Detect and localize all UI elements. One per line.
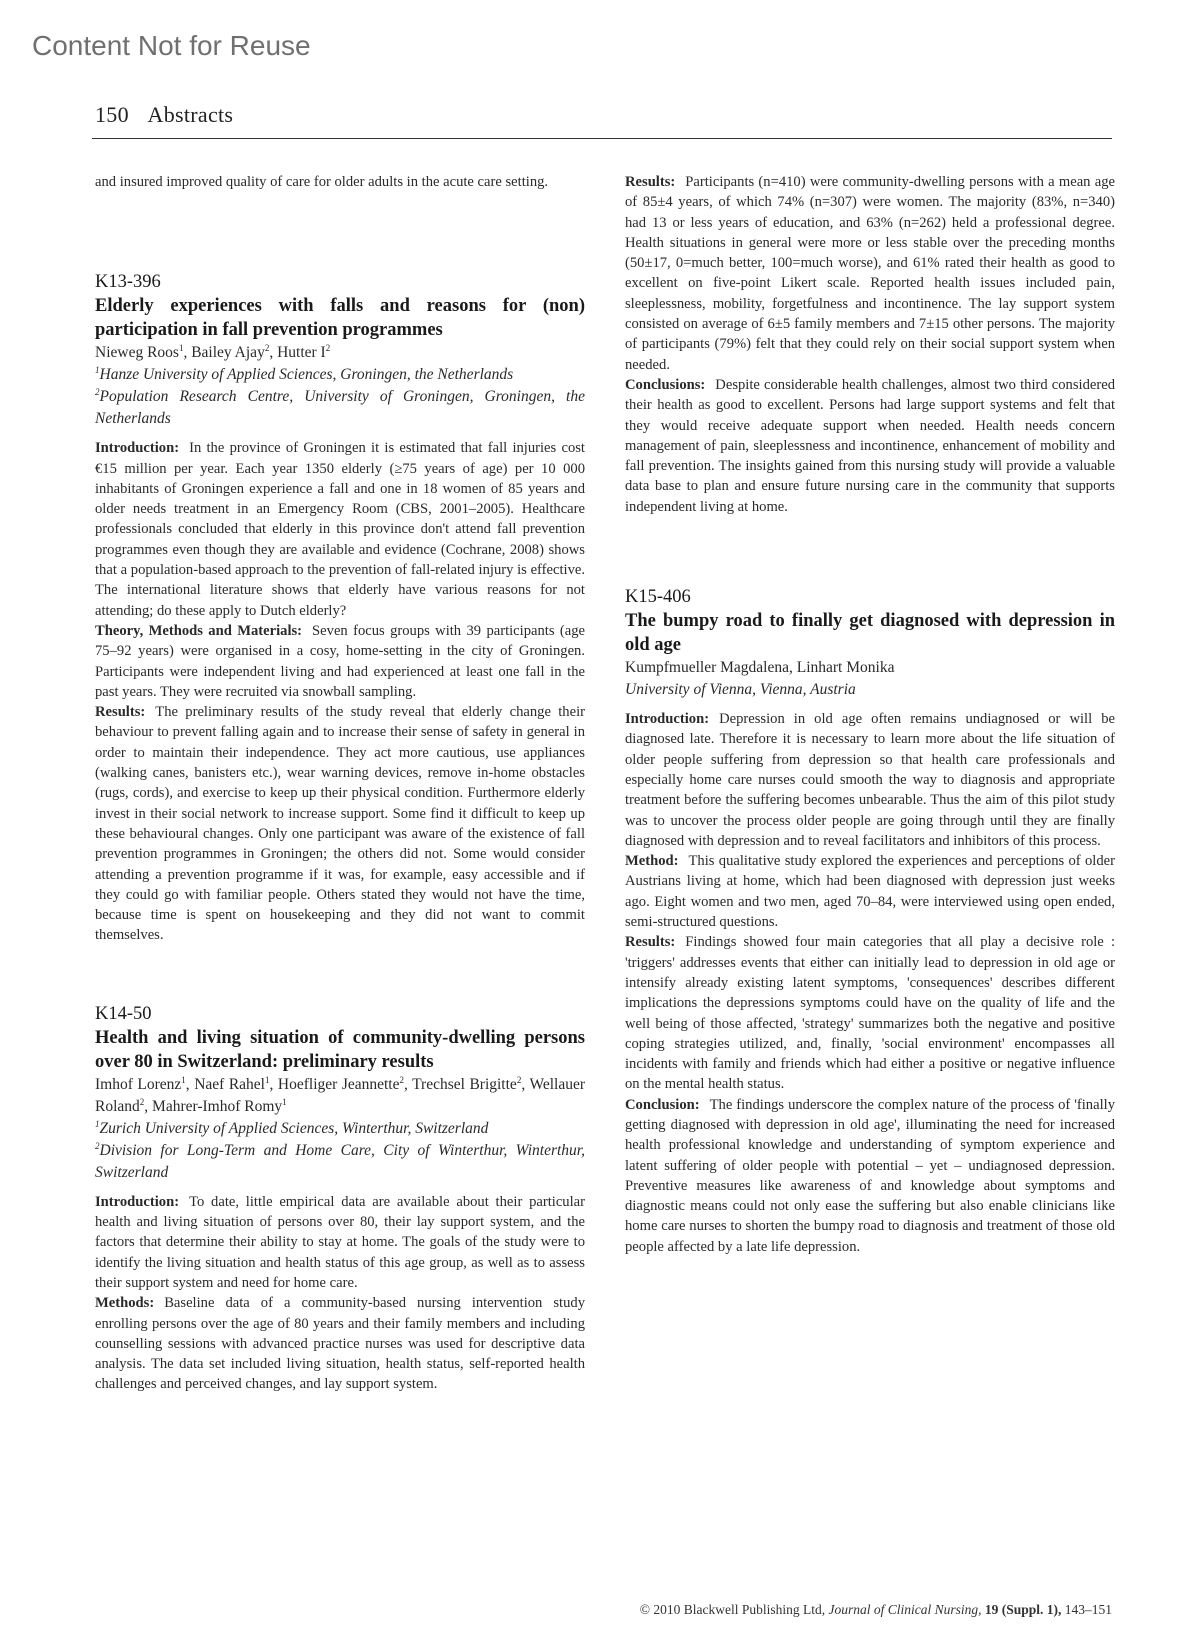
abstract-section <box>625 375 1115 517</box>
affiliation-text: Division for Long-Term and Home Care, City of Winterthur, Winterthur, Switzerland <box>95 1141 585 1181</box>
author-affiliation-mark: 2 <box>139 1096 145 1107</box>
section-label: Conclusions: <box>625 376 706 393</box>
author-list: Nieweg Roos$^1$, Bailey Ajay$^2$, Hutter $I^2$ <box>95 343 331 362</box>
section-text: Seven focus groups with 39 participants (age 75–92 years) were organised in a cosy, home-setting in the city of Groningen. Participants were independent living and had experienced at least one fall in the past years. They were recruited via snowball sampling. <box>95 622 586 700</box>
section-text: The findings underscore the complex nature of the process of 'finally getting diagnosed with depression in old age', illuminating the need for increased health professional knowledge and understanding of symptom experience and latent suffering of older people with potential – yet – undiagnosed depression. Preventive measures like awareness of and knowledge about symptoms and diagnostic means could not only ease the suffering but also enable clinicians like home care nurses to shorten the bumpy road to diagnosis and treatment of those old people affected by a late life depression. <box>625 1096 1115 1255</box>
right-column <box>625 172 1115 1257</box>
abstract-section <box>95 621 585 702</box>
author-name: Mahrer-Imhof Romy <box>152 1097 283 1115</box>
author-affiliation-mark: 1 <box>282 1096 287 1107</box>
affiliation-mark: 2 <box>95 387 100 398</box>
abstract-title: The bumpy road to finally get diagnosed with depression in old age <box>625 611 1115 656</box>
section-text: This qualitative study explored the experiences and perceptions of older Austrians living at home, which had been diagnosed with depression just weeks ago. Eight women and two men, aged 70–84, were interviewed using open ended, semi-structured questions. <box>625 853 1115 931</box>
affiliation: University of Vienna, Vienna, Austria <box>625 681 856 699</box>
author-list: Kumpfmueller Magdalena, Linhart Monika <box>625 659 895 677</box>
abstract-section <box>95 1192 585 1293</box>
abstract-section <box>625 932 1115 1094</box>
section-label: Results: <box>625 934 676 951</box>
author-affiliation-mark: 2 <box>516 1074 522 1085</box>
affiliation <box>95 386 585 430</box>
section-label: Results: <box>625 174 676 190</box>
left-column <box>95 172 585 1395</box>
affiliation-text: Population Research Centre, University of Groningen, Groningen, the Netherlands <box>95 388 585 428</box>
author-name: Nieweg Roos <box>95 344 179 362</box>
abstract-id: K13-396 <box>95 272 161 293</box>
author-name: Bailey Ajay <box>191 344 265 362</box>
affiliation-mark: 1 <box>95 365 100 376</box>
author-name: Hutter I <box>277 344 326 362</box>
section-label: Theory, Methods and Materials: <box>95 622 303 639</box>
author-list: Imhof Lorenz$^1$, Naef Rahel$^1$, Hoefliger Jeannette$^2$, Trechsel Brigitte$^2$, Wellauer Roland$^2$, Mahrer-Imhof Romy$^1$ <box>95 1074 585 1115</box>
abstract-section <box>625 851 1115 932</box>
author-name: Hoefliger Jeannette <box>277 1075 400 1093</box>
affiliation-mark: 1 <box>95 1118 100 1129</box>
section-text: Findings showed four main categories that all play a decisive role : 'triggers' addresses events that either can initially lead to depression in old age or intensify already existing latent symptoms, 'consequences' describes different implications the depressions symptoms could have on the quality of life and the well being of those affected, 'strategy' summarizes both the negative and positive coping strategies utilized, and, finally, 'social environment' encompasses all incidents with family and friends which had either a positive or negative influence on the mental health status. <box>625 934 1115 1093</box>
running-head <box>95 102 233 128</box>
section-label: Method: <box>625 853 679 870</box>
author-affiliation-mark: 1 <box>265 1074 270 1085</box>
abstract-section <box>625 1095 1115 1257</box>
section-text: Despite considerable health challenges, almost two third considered their health as good to excellent. Persons had large support systems and felt that they would receive adequate support when needed. Health needs concern management of pain, sleeplessness and incontinence, enhancement of mobility and fall prevention. The insights gained from this nursing study will provide a valuable data base to plan and ensure future nursing care in the community that supports independent living at home. <box>625 376 1115 515</box>
affiliation-mark: 2 <box>95 1140 100 1151</box>
abstract-title: Health and living situation of community-dwelling persons over 80 in Switzerland: preliminary results <box>95 1027 585 1072</box>
page-range: 143–151 <box>1064 1602 1112 1617</box>
section-label: Introduction: <box>625 711 710 728</box>
header-rule <box>92 138 1112 139</box>
abstract-section <box>95 702 585 946</box>
abstract-section <box>625 172 1115 375</box>
section-text: In the province of Groningen it is estimated that fall injuries cost €15 million per year. Each year 1350 elderly (≥75 years of age) per 10 000 inhabitants of Groningen experience a fall and one in 18 women of 85 years and older needs treatment in an Emergency Room (CBS, 2001–2005). Healthcare professionals concluded that elderly in this province don't attend fall prevention programmes even though they are available and evidence (Cochrane, 2008) shows that a population-based approach to the prevention of fall-related injury is effective. The international literature shows that elderly have various reasons for not attending; do these apply to Dutch elderly? <box>95 440 585 619</box>
abstract-section <box>95 1293 585 1394</box>
abstract-k13-396 <box>95 270 585 945</box>
affiliation <box>95 364 585 386</box>
section-label: Introduction: <box>95 1193 180 1210</box>
section-label: Introduction: <box>95 440 180 457</box>
copyright-text: © 2010 Blackwell Publishing Ltd, <box>639 1602 826 1617</box>
author-affiliation-mark: 2 <box>264 343 270 354</box>
abstract-k15-406 <box>625 585 1115 1257</box>
affiliation <box>95 1140 585 1184</box>
author-affiliation-mark: 1 <box>178 343 184 354</box>
abstract-id: K14-50 <box>95 1003 152 1024</box>
section-text: Baseline data of a community-based nursing intervention study enrolling persons over the age of 80 years and their family members and including counselling sessions with advanced practice nurses was used for descriptive data analysis. The data set included living situation, health status, self-reported health challenges and perceived changes, and lay support system. <box>95 1295 585 1393</box>
page-footer <box>640 1602 1112 1618</box>
section-label: Results: <box>95 704 146 721</box>
author-name: Naef Rahel <box>194 1075 265 1093</box>
section-text: The preliminary results of the study reveal that elderly change their behaviour to prevent falling again and to increase their sense of safety in general in order to maintain their independence. They act more cautious, use appliances (walking canes, banisters etc.), wear warning devices, remove in-home obstacles (rugs, cords), and exercise to keep up their physical condition. Furthermore elderly invest in their social network to increase support. Some find it difficult to keep up these behavioural changes. Only one participant was aware of the existence of fall prevention programmes in Groningen; the others did not. Some would consider attending a prevention programme if it was, for example, easy accessible and if they could go with familiar people. Others stated they would not have the time, because time is spent on housekeeping and they did not want to commit themselves. <box>95 704 585 944</box>
abstract-title: Elderly experiences with falls and reasons for (non) participation in fall prevention programmes <box>95 296 585 341</box>
section-title: Abstracts <box>147 102 234 127</box>
journal-name: Journal of Clinical Nursing, <box>828 1602 982 1617</box>
affiliation-text: Zurich University of Applied Sciences, Winterthur, Switzerland <box>99 1119 489 1137</box>
author-affiliation-mark: 2 <box>325 343 331 354</box>
author-affiliation-mark: 2 <box>399 1074 404 1085</box>
page-number: 150 <box>95 102 129 127</box>
abstract-id: K15-406 <box>625 587 691 608</box>
continuation-paragraph: and insured improved quality of care for older adults in the acute care setting. <box>95 174 549 190</box>
section-text: Depression in old age often remains undiagnosed or will be diagnosed late. Therefore it is necessary to learn more about the life situation of older people suffering from depression so that health care professionals and especially home care nurses could smooth the way to diagnosis and appropriate treatment before the suffering becomes unbearable. Thus the aim of this pilot study was to uncover the process older people are going through until they are finally diagnosed with depression and to reveal facilitators and inhibitors of this process. <box>625 711 1115 849</box>
author-name: Imhof Lorenz <box>95 1075 182 1093</box>
watermark-text: Content Not for Reuse <box>32 30 311 61</box>
affiliation <box>95 1118 585 1140</box>
affiliation-text: Hanze University of Applied Sciences, Groningen, the Netherlands <box>99 366 514 384</box>
section-label: Conclusion: <box>625 1096 700 1113</box>
journal-volume: 19 (Suppl. 1), <box>984 1602 1062 1617</box>
author-name: Wellauer Roland <box>95 1075 585 1115</box>
abstract-section <box>95 438 585 621</box>
author-affiliation-mark: 1 <box>181 1074 186 1085</box>
abstract-k14-50 <box>95 1002 585 1395</box>
section-text: To date, little empirical data are available about their particular health and living situation of persons over 80, their lay support system, and the factors that determine their ability to stay at home. The goals of the study were to identify the living situation and health status of this age group, as well as to assess their support system and need for home care. <box>95 1193 585 1291</box>
author-name: Trechsel Brigitte <box>412 1075 517 1093</box>
abstract-section <box>625 709 1115 851</box>
section-text: Participants (n=410) were community-dwelling persons with a mean age of 85±4 years, of which 74% (n=307) were women. The majority (83%, n=340) had 13 or less years of education, and 63% (n=262) held a professional degree. Health situations in general were more or less stable over the preceding months (50±17, 0=much better, 100=much worse), and 61% rated their health as good to excellent on five-point Likert scale. Reported health issues included pain, sleeplessness, mobility, forgetfulness and incontinence. The lay support system consisted on average of 6±5 family members and 7±15 other persons. The majority of participants (79%) felt that they could rely on their social support system when needed. <box>625 174 1115 373</box>
section-label: Methods: <box>95 1295 155 1312</box>
